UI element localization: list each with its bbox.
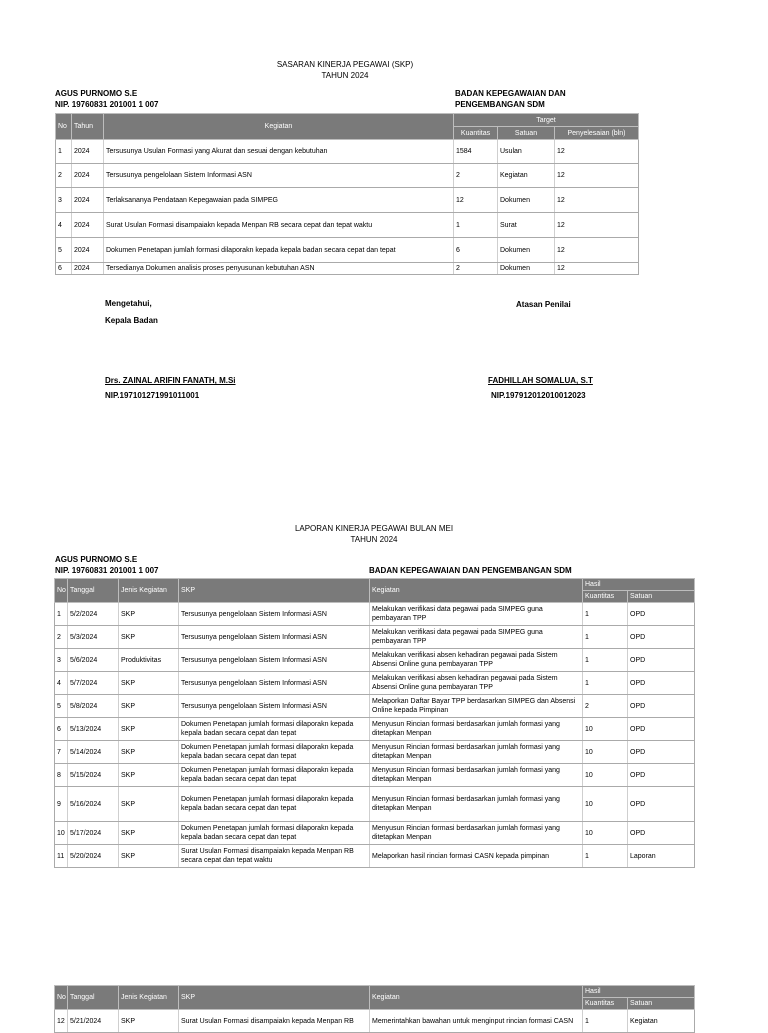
cell-no: 2	[56, 164, 72, 188]
col-tanggal: Tanggal	[68, 579, 119, 603]
cell-jenis: SKP	[119, 626, 179, 649]
sign-left-line2: Kepala Badan	[105, 316, 158, 325]
table-row	[55, 718, 695, 741]
cell-kegiatan: Terlaksananya Pendataan Kepegawaian pada SIMPEG	[104, 188, 454, 213]
cell-jenis: SKP	[119, 718, 179, 741]
cell-jenis: SKP	[119, 764, 179, 787]
cell-satuan: OPD	[628, 672, 695, 695]
lkp-title: LAPORAN KINERJA PEGAWAI BULAN MEI	[294, 524, 454, 533]
cell-jenis: SKP	[119, 787, 179, 822]
cell-kuantitas: 10	[583, 741, 628, 764]
cell-kegiatan: Menyusun Rincian formasi berdasarkan jumlah formasi yang ditetapkan Menpan	[370, 822, 583, 845]
cell-no: 10	[55, 822, 68, 845]
lkp-year: TAHUN 2024	[350, 535, 398, 544]
cell-kuantitas: 12	[454, 188, 498, 213]
col-kegiatan: Kegiatan	[370, 986, 583, 1010]
cell-skp: Dokumen Penetapan jumlah formasi dilaporakn kepada kepala badan secara cepat dan tepat	[179, 764, 370, 787]
cell-penyelesaian: 12	[555, 140, 639, 164]
cell-satuan: Usulan	[498, 140, 555, 164]
cell-kuantitas: 10	[583, 787, 628, 822]
cell-jenis: SKP	[119, 672, 179, 695]
cell-penyelesaian: 12	[555, 188, 639, 213]
cell-kegiatan: Melakukan verifikasi absen kehadiran pegawai pada Sistem Absensi Online guna pembayaran TPP	[370, 672, 583, 695]
col-target: Target	[454, 114, 639, 127]
cell-kuantitas: 1	[583, 672, 628, 695]
cell-jenis: SKP	[119, 741, 179, 764]
lkp-employee-nip: NIP. 19760831 201001 1 007	[55, 566, 159, 575]
table-row	[55, 695, 695, 718]
cell-no: 6	[55, 718, 68, 741]
cell-no: 4	[56, 213, 72, 238]
cell-kegiatan: Tersedianya Dokumen analisis proses penyusunan kebutuhan ASN	[104, 263, 454, 275]
col-skp: SKP	[179, 579, 370, 603]
cell-skp: Dokumen Penetapan jumlah formasi dilaporakn kepada kepala badan secara cepat dan tepat	[179, 787, 370, 822]
cell-skp: Surat Usulan Formasi disampaiakn kepada Menpan RB secara cepat dan tepat waktu	[179, 845, 370, 868]
cell-no: 5	[55, 695, 68, 718]
skp-title: SASARAN KINERJA PEGAWAI (SKP)	[276, 60, 414, 69]
col-satuan: Satuan	[628, 998, 695, 1010]
cell-satuan: Dokumen	[498, 188, 555, 213]
col-satuan: Satuan	[628, 591, 695, 603]
cell-no: 8	[55, 764, 68, 787]
cell-jenis: Produktivitas	[119, 649, 179, 672]
cell-kuantitas: 1	[583, 649, 628, 672]
col-tahun: Tahun	[72, 114, 104, 140]
sign-right-name: FADHILLAH SOMALUA, S.T	[488, 376, 593, 385]
cell-satuan: Kegiatan	[498, 164, 555, 188]
cell-kuantitas: 2	[583, 695, 628, 718]
table-row	[56, 164, 639, 188]
agency-name-line1: BADAN KEPEGAWAIAN DAN	[455, 89, 566, 98]
cell-tanggal: 5/2/2024	[68, 603, 119, 626]
cell-tanggal: 5/8/2024	[68, 695, 119, 718]
cell-kegiatan: Memerintahkan bawahan untuk menginput rincian formasi CASN	[370, 1010, 583, 1033]
cell-skp: Tersusunya pengelolaan Sistem Informasi ASN	[179, 603, 370, 626]
table-row	[55, 1010, 695, 1033]
col-hasil: Hasil	[583, 579, 695, 591]
table-row	[56, 188, 639, 213]
cell-no: 12	[55, 1010, 68, 1033]
cell-satuan: OPD	[628, 626, 695, 649]
col-no: No	[55, 986, 68, 1010]
cell-no: 7	[55, 741, 68, 764]
cell-penyelesaian: 12	[555, 164, 639, 188]
table-row	[56, 263, 639, 275]
table-row	[55, 672, 695, 695]
table-row	[56, 140, 639, 164]
cell-tahun: 2024	[72, 164, 104, 188]
cell-tanggal: 5/16/2024	[68, 787, 119, 822]
col-jenis: Jenis Kegiatan	[119, 579, 179, 603]
cell-kegiatan: Melakukan verifikasi data pegawai pada SIMPEG guna pembayaran TPP	[370, 603, 583, 626]
lkp-table	[54, 578, 695, 868]
cell-skp: Dokumen Penetapan jumlah formasi dilaporakn kepada kepala badan secara cepat dan tepat	[179, 822, 370, 845]
cell-tanggal: 5/20/2024	[68, 845, 119, 868]
cell-kegiatan: Melakukan verifikasi data pegawai pada SIMPEG guna pembayaran TPP	[370, 626, 583, 649]
cell-satuan: OPD	[628, 741, 695, 764]
sign-left-line1: Mengetahui,	[105, 299, 152, 308]
col-penyelesaian: Penyelesaian (bln)	[555, 127, 639, 140]
lkp-continuation-table	[54, 985, 695, 1033]
cell-tanggal: 5/6/2024	[68, 649, 119, 672]
table-row	[56, 213, 639, 238]
cell-tahun: 2024	[72, 238, 104, 263]
cell-satuan: OPD	[628, 603, 695, 626]
cell-kuantitas: 1	[583, 1010, 628, 1033]
cell-kegiatan: Melaporkan Daftar Bayar TPP berdasarkan SIMPEG dan Absensi Online kepada Pimpinan	[370, 695, 583, 718]
cell-no: 9	[55, 787, 68, 822]
col-skp: SKP	[179, 986, 370, 1010]
cell-kegiatan: Menyusun Rincian formasi berdasarkan jumlah formasi yang ditetapkan Menpan	[370, 764, 583, 787]
cell-kuantitas: 10	[583, 764, 628, 787]
cell-kuantitas: 10	[583, 718, 628, 741]
cell-kegiatan: Tersusunya Usulan Formasi yang Akurat dan sesuai dengan kebutuhan	[104, 140, 454, 164]
cell-kuantitas: 2	[454, 164, 498, 188]
cell-tanggal: 5/21/2024	[68, 1010, 119, 1033]
sign-left-nip: NIP.197101271991011001	[105, 391, 200, 400]
skp-year: TAHUN 2024	[321, 71, 369, 80]
table-row	[55, 649, 695, 672]
cell-kegiatan: Menyusun Rincian formasi berdasarkan jumlah formasi yang ditetapkan Menpan	[370, 787, 583, 822]
cell-tanggal: 5/7/2024	[68, 672, 119, 695]
cell-kegiatan: Melakukan verifikasi absen kehadiran pegawai pada Sistem Absensi Online guna pembayaran TPP	[370, 649, 583, 672]
table-row	[55, 845, 695, 868]
table-row	[55, 603, 695, 626]
col-tanggal: Tanggal	[68, 986, 119, 1010]
cell-no: 4	[55, 672, 68, 695]
cell-skp: Tersusunya pengelolaan Sistem Informasi ASN	[179, 626, 370, 649]
cell-tanggal: 5/15/2024	[68, 764, 119, 787]
lkp-agency-name: BADAN KEPEGAWAIAN DAN PENGEMBANGAN SDM	[369, 566, 572, 575]
cell-satuan: OPD	[628, 787, 695, 822]
cell-kegiatan: Menyusun Rincian formasi berdasarkan jumlah formasi yang ditetapkan Menpan	[370, 718, 583, 741]
cell-satuan: OPD	[628, 649, 695, 672]
lkp-employee-name: AGUS PURNOMO S.E	[55, 555, 138, 564]
skp-table	[55, 113, 639, 275]
col-jenis: Jenis Kegiatan	[119, 986, 179, 1010]
cell-kegiatan: Melaporkan hasil rincian formasi CASN kepada pimpinan	[370, 845, 583, 868]
table-row	[56, 238, 639, 263]
cell-tahun: 2024	[72, 140, 104, 164]
cell-no: 6	[56, 263, 72, 275]
sign-right-line1: Atasan Penilai	[516, 300, 571, 309]
cell-tahun: 2024	[72, 188, 104, 213]
cell-tahun: 2024	[72, 213, 104, 238]
cell-kegiatan: Menyusun Rincian formasi berdasarkan jumlah formasi yang ditetapkan Menpan	[370, 741, 583, 764]
cell-jenis: SKP	[119, 845, 179, 868]
cell-no: 3	[55, 649, 68, 672]
sign-left-name: Drs. ZAINAL ARIFIN FANATH, M.Si	[105, 376, 236, 385]
cell-kuantitas: 1	[583, 626, 628, 649]
cell-penyelesaian: 12	[555, 263, 639, 275]
col-kegiatan: Kegiatan	[104, 114, 454, 140]
cell-kuantitas: 2	[454, 263, 498, 275]
cell-skp: Tersusunya pengelolaan Sistem Informasi ASN	[179, 695, 370, 718]
cell-penyelesaian: 12	[555, 213, 639, 238]
cell-kuantitas: 1	[583, 603, 628, 626]
cell-jenis: SKP	[119, 603, 179, 626]
col-no: No	[55, 579, 68, 603]
table-row	[55, 764, 695, 787]
employee-nip: NIP. 19760831 201001 1 007	[55, 100, 159, 109]
cell-tanggal: 5/14/2024	[68, 741, 119, 764]
cell-no: 1	[56, 140, 72, 164]
cell-skp: Tersusunya pengelolaan Sistem Informasi ASN	[179, 649, 370, 672]
col-kuantitas: Kuantitas	[583, 591, 628, 603]
cell-jenis: SKP	[119, 695, 179, 718]
col-kegiatan: Kegiatan	[370, 579, 583, 603]
cell-skp: Dokumen Penetapan jumlah formasi dilaporakn kepada kepala badan secara cepat dan tepat	[179, 741, 370, 764]
cell-kuantitas: 1	[583, 845, 628, 868]
col-no: No	[56, 114, 72, 140]
cell-penyelesaian: 12	[555, 238, 639, 263]
cell-skp: Dokumen Penetapan jumlah formasi dilaporakn kepada kepala badan secara cepat dan tepat	[179, 718, 370, 741]
cell-skp: Tersusunya pengelolaan Sistem Informasi ASN	[179, 672, 370, 695]
col-hasil: Hasil	[583, 986, 695, 998]
cell-satuan: OPD	[628, 822, 695, 845]
cell-satuan: Dokumen	[498, 263, 555, 275]
cell-satuan: OPD	[628, 718, 695, 741]
cell-no: 11	[55, 845, 68, 868]
table-row	[55, 626, 695, 649]
cell-satuan: Surat	[498, 213, 555, 238]
cell-jenis: SKP	[119, 1010, 179, 1033]
cell-jenis: SKP	[119, 822, 179, 845]
col-kuantitas: Kuantitas	[454, 127, 498, 140]
cell-tahun: 2024	[72, 263, 104, 275]
cell-no: 3	[56, 188, 72, 213]
cell-no: 5	[56, 238, 72, 263]
cell-kuantitas: 10	[583, 822, 628, 845]
sign-right-nip: NIP.197912012010012023	[491, 391, 586, 400]
cell-satuan: Laporan	[628, 845, 695, 868]
employee-name: AGUS PURNOMO S.E	[55, 89, 138, 98]
cell-satuan: Kegiatan	[628, 1010, 695, 1033]
cell-satuan: Dokumen	[498, 238, 555, 263]
cell-kuantitas: 6	[454, 238, 498, 263]
cell-kuantitas: 1	[454, 213, 498, 238]
table-row	[55, 787, 695, 822]
agency-name-line2: PENGEMBANGAN SDM	[455, 100, 545, 109]
cell-tanggal: 5/3/2024	[68, 626, 119, 649]
col-kuantitas: Kuantitas	[583, 998, 628, 1010]
cell-no: 2	[55, 626, 68, 649]
col-satuan: Satuan	[498, 127, 555, 140]
table-row	[55, 822, 695, 845]
cell-tanggal: 5/17/2024	[68, 822, 119, 845]
cell-kuantitas: 1584	[454, 140, 498, 164]
cell-satuan: OPD	[628, 695, 695, 718]
cell-kegiatan: Surat Usulan Formasi disampaiakn kepada Menpan RB secara cepat dan tepat waktu	[104, 213, 454, 238]
cell-satuan: OPD	[628, 764, 695, 787]
cell-skp: Surat Usulan Formasi disampaiakn kepada Menpan RB	[179, 1010, 370, 1033]
cell-no: 1	[55, 603, 68, 626]
table-row	[55, 741, 695, 764]
cell-kegiatan: Tersusunya pengelolaan Sistem Informasi ASN	[104, 164, 454, 188]
cell-kegiatan: Dokumen Penetapan jumlah formasi dilaporakn kepada kepala badan secara cepat dan tepat	[104, 238, 454, 263]
cell-tanggal: 5/13/2024	[68, 718, 119, 741]
